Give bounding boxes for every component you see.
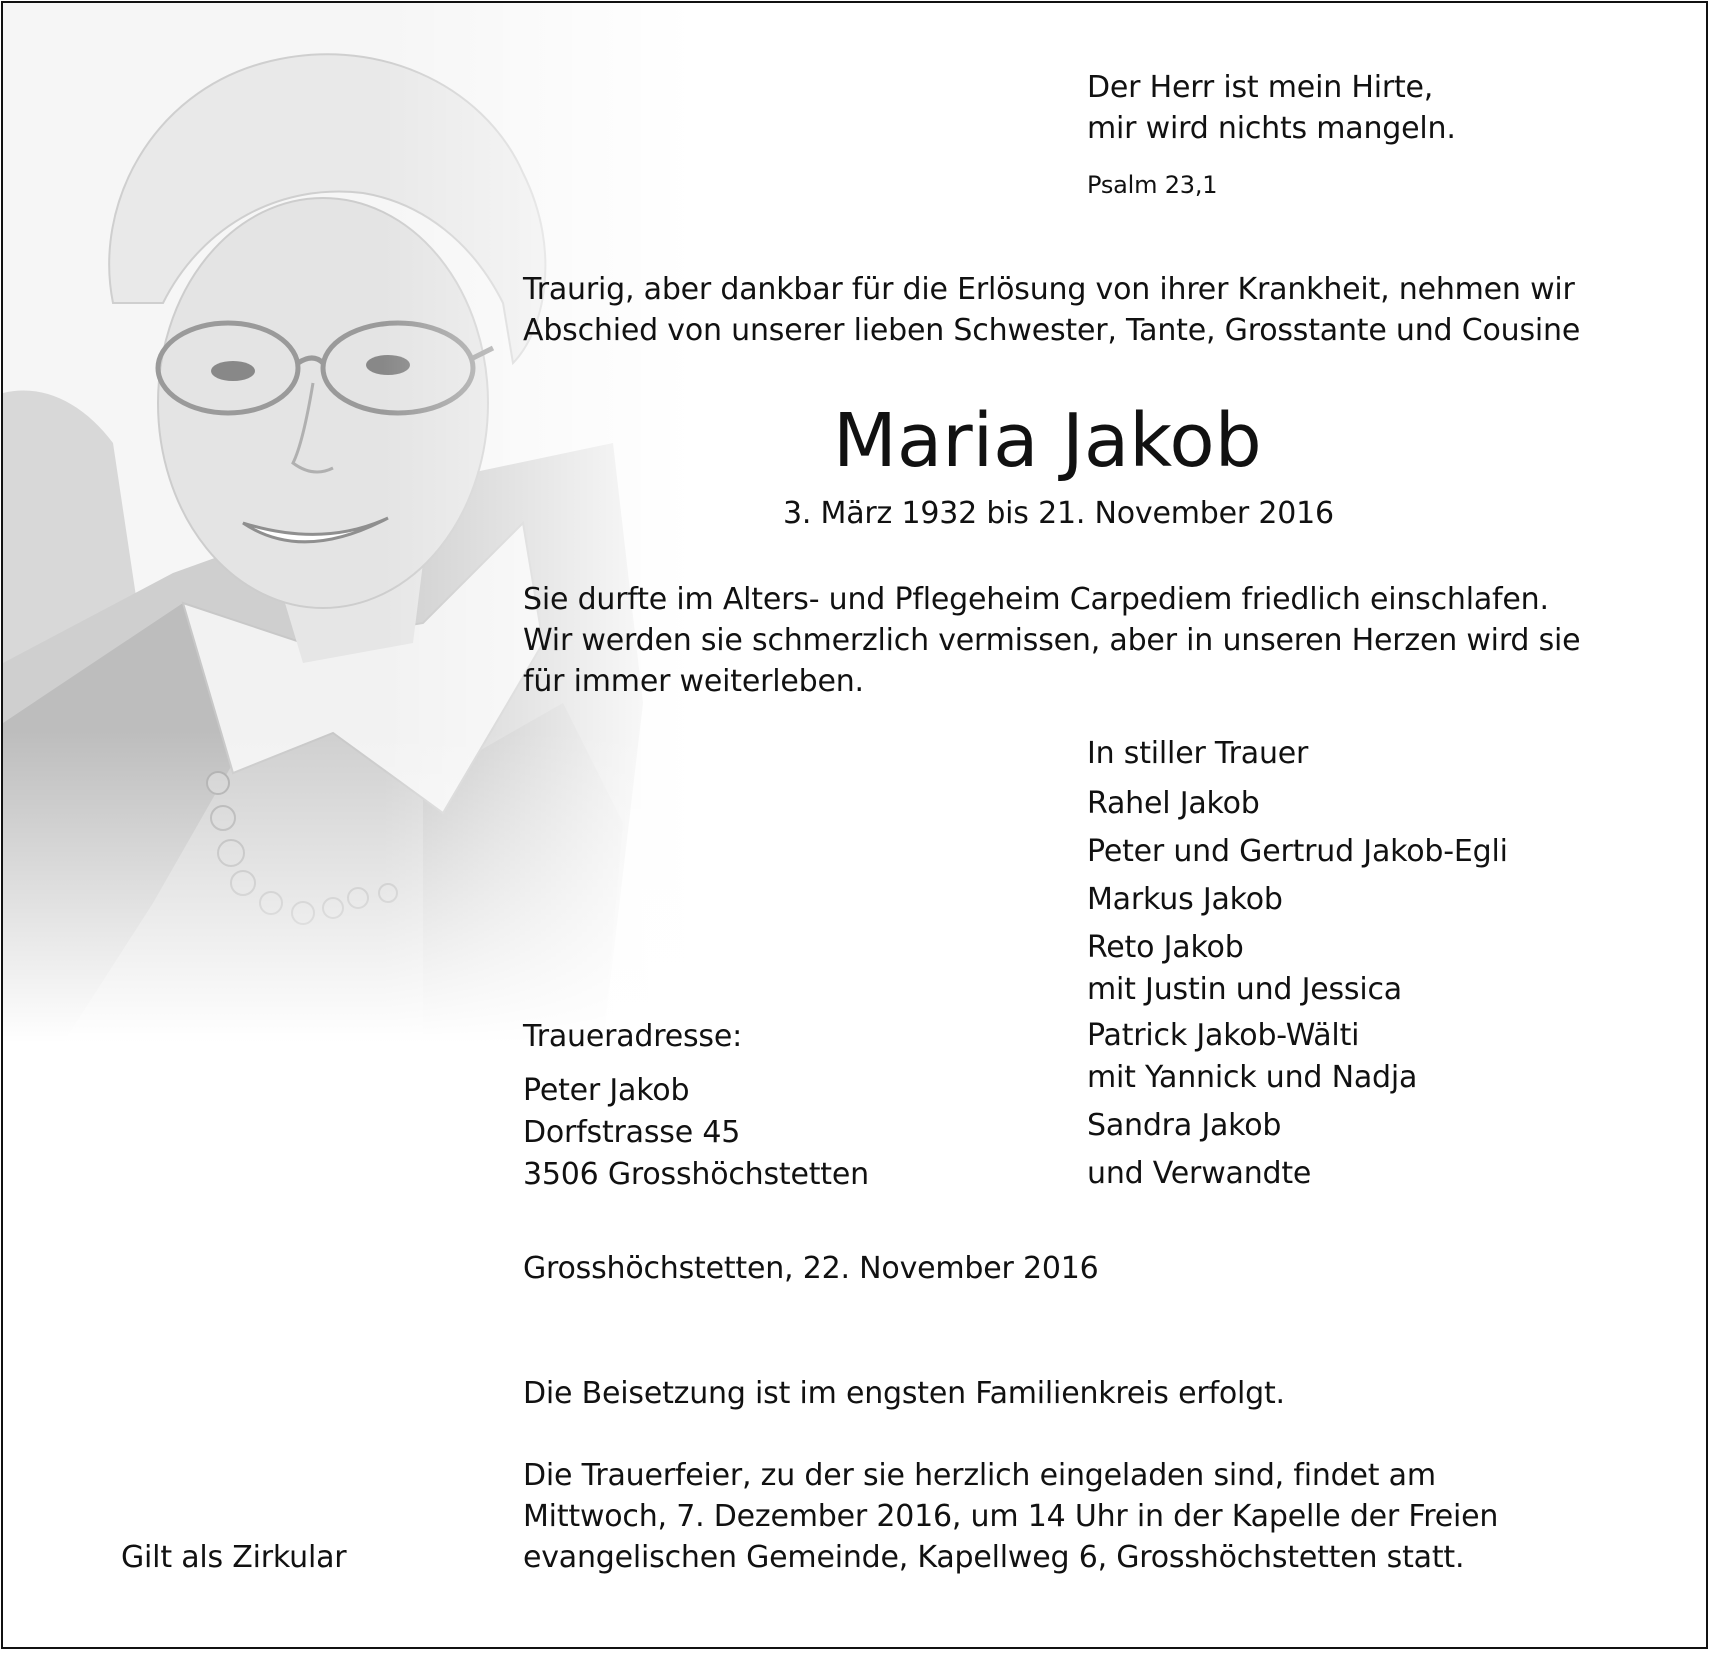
message-line-3: für immer weiterleben. bbox=[523, 664, 864, 699]
address-label: Traueradresse: bbox=[523, 1019, 743, 1054]
message-line-1: Sie durfte im Alters- und Pflegeheim Carpediem friedlich einschlafen. bbox=[523, 582, 1549, 617]
mourners-heading: In stiller Trauer bbox=[1087, 736, 1309, 771]
mourner-name: mit Yannick und Nadja bbox=[1087, 1060, 1418, 1095]
circular-note: Gilt als Zirkular bbox=[121, 1540, 347, 1575]
mourner-name: mit Justin und Jessica bbox=[1087, 972, 1402, 1007]
mourner-name: Reto Jakob bbox=[1087, 930, 1244, 965]
mourners-list bbox=[1087, 783, 1508, 1195]
mourner-name: Markus Jakob bbox=[1087, 882, 1283, 917]
mourner-name: und Verwandte bbox=[1087, 1156, 1312, 1191]
mourner-name: Patrick Jakob-Wälti bbox=[1087, 1018, 1360, 1053]
burial-note: Die Beisetzung ist im engsten Familienkreis erfolgt. bbox=[523, 1376, 1285, 1411]
address-street: Dorfstrasse 45 bbox=[523, 1115, 741, 1150]
psalm-line-2: mir wird nichts mangeln. bbox=[1087, 111, 1456, 146]
deceased-name: Maria Jakob bbox=[833, 398, 1262, 484]
psalm-line-1: Der Herr ist mein Hirte, bbox=[1087, 70, 1434, 105]
address-city: 3506 Grosshöchstetten bbox=[523, 1157, 869, 1192]
psalm-reference: Psalm 23,1 bbox=[1087, 171, 1218, 199]
mourner-name: Sandra Jakob bbox=[1087, 1108, 1282, 1143]
place-date: Grosshöchstetten, 22. November 2016 bbox=[523, 1251, 1099, 1286]
ceremony-line-1: Die Trauerfeier, zu der sie herzlich eingeladen sind, findet am bbox=[523, 1458, 1436, 1493]
ceremony-line-2: Mittwoch, 7. Dezember 2016, um 14 Uhr in der Kapelle der Freien bbox=[523, 1499, 1499, 1534]
intro-line-2: Abschied von unserer lieben Schwester, Tante, Grosstante und Cousine bbox=[523, 313, 1581, 348]
portrait-photo bbox=[3, 3, 693, 1043]
mourner-name: Peter und Gertrud Jakob-Egli bbox=[1087, 834, 1508, 869]
ceremony-line-3: evangelischen Gemeinde, Kapellweg 6, Grosshöchstetten statt. bbox=[523, 1540, 1465, 1575]
message-line-2: Wir werden sie schmerzlich vermissen, aber in unseren Herzen wird sie bbox=[523, 623, 1581, 658]
life-dates: 3. März 1932 bis 21. November 2016 bbox=[783, 496, 1334, 531]
mourner-name: Rahel Jakob bbox=[1087, 786, 1260, 821]
intro-line-1: Traurig, aber dankbar für die Erlösung von ihrer Krankheit, nehmen wir bbox=[523, 272, 1575, 307]
address-name: Peter Jakob bbox=[523, 1073, 690, 1108]
obituary-notice bbox=[1, 1, 1708, 1649]
